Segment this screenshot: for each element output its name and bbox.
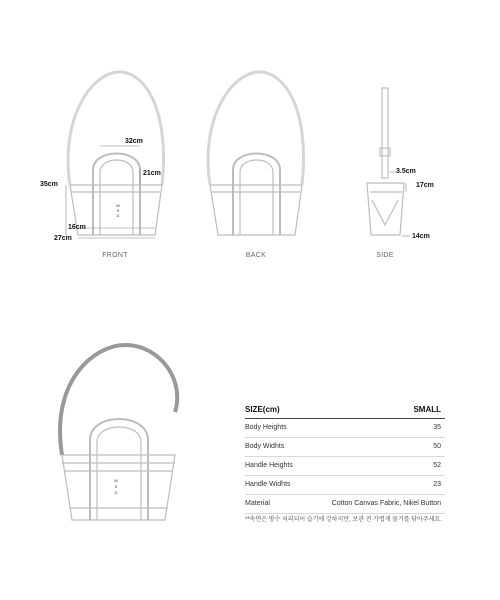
spec-row-value: 50	[433, 443, 441, 450]
spec-row-label: Handle Heights	[245, 462, 293, 469]
spec-row-value: 52	[433, 462, 441, 469]
dim-side-height: 17cm	[416, 182, 434, 189]
logo-letter: W	[116, 203, 120, 208]
spec-row-label: Material	[245, 500, 270, 507]
spec-row	[245, 438, 445, 457]
spec-row	[245, 495, 445, 514]
logo-letter: D	[114, 490, 118, 495]
large-logo	[112, 478, 120, 496]
dim-front-inner: 16cm	[68, 224, 86, 231]
front-logo	[114, 203, 122, 218]
spec-row-value: 35	[433, 424, 441, 431]
logo-letter: D	[116, 213, 120, 218]
back-view-label: BACK	[245, 252, 267, 259]
dim-front-bottom: 27cm	[54, 235, 72, 242]
side-view-label: SIDE	[376, 252, 394, 259]
dim-front-handle-height: 21cm	[143, 170, 161, 177]
spec-header-value: SMALL	[413, 405, 441, 414]
dim-side-strap: 3.5cm	[396, 168, 416, 175]
spec-row-label: Handle Widhts	[245, 481, 291, 488]
logo-letter: S	[114, 484, 118, 489]
spec-row-value: Cotton Canvas Fabric, Nikel Button	[331, 500, 441, 507]
spec-row-label: Body Widhts	[245, 443, 285, 450]
spec-row-label: Body Heights	[245, 424, 287, 431]
spec-header	[245, 402, 445, 419]
back-view-drawing	[208, 72, 303, 235]
spec-row	[245, 457, 445, 476]
spec-row	[245, 476, 445, 495]
logo-letter: W	[114, 478, 118, 483]
size-spec-table	[245, 402, 445, 514]
dim-front-body-height: 35cm	[40, 181, 58, 188]
dim-front-handle-width: 32cm	[125, 138, 143, 145]
spec-row	[245, 419, 445, 438]
care-note: **속면은 방수 처리되어 습기에 강하지만, 보관 전 가볍게 물기를 닦아주세요.	[245, 517, 442, 523]
dim-side-bottom: 14cm	[412, 233, 430, 240]
spec-header-label: SIZE(cm)	[245, 405, 280, 414]
logo-letter: S	[116, 208, 120, 213]
spec-row-value: 23	[433, 481, 441, 488]
front-view-label: FRONT	[102, 252, 128, 259]
side-view-drawing	[367, 88, 404, 235]
